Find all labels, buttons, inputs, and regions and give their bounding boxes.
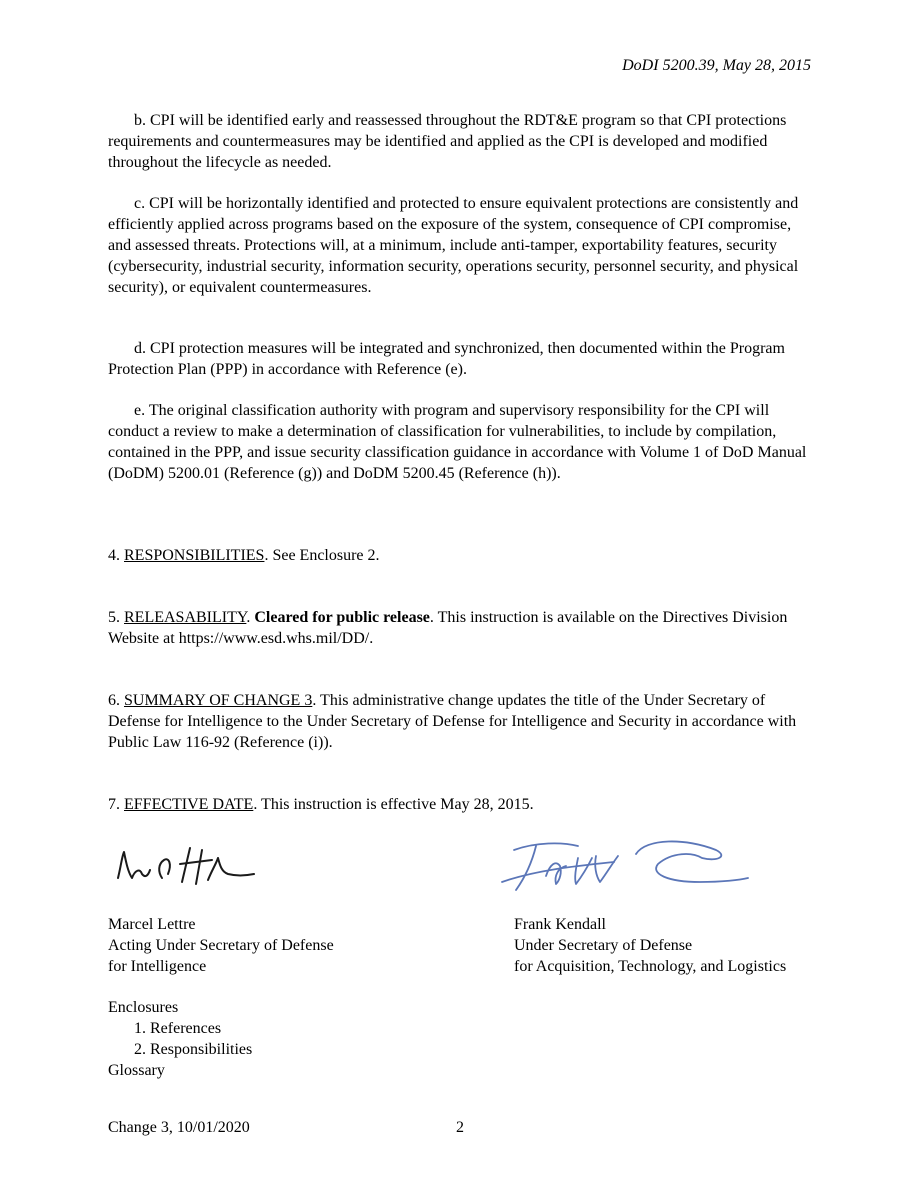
signer-name: Marcel Lettre xyxy=(108,916,196,933)
section-title: RELEASABILITY xyxy=(124,609,247,626)
signature-lettre xyxy=(112,840,262,892)
paragraph-b: b. CPI will be identified early and reassessed throughout the RDT&E program so that CPI protections requirements and countermeasures may be identified and applied as the CPI is developed and modified throughout the lifecycle as needed. xyxy=(108,112,787,171)
section-body: . This instruction is available on the Directives Division Website at https://www.esd.whs.mil/DD/. xyxy=(108,609,788,647)
section-summary-of-change xyxy=(108,690,818,753)
signer-title: Under Secretary of Defense xyxy=(514,937,693,954)
public-release-statement: Cleared for public release xyxy=(254,609,430,626)
paragraph-d: d. CPI protection measures will be integrated and synchronized, then documented within the Program Protection Plan (PPP) in accordance with Reference (e). xyxy=(108,340,785,378)
signer-title: Acting Under Secretary of Defense xyxy=(108,937,334,954)
section-title: EFFECTIVE DATE xyxy=(124,796,254,813)
section-title: RESPONSIBILITIES xyxy=(124,547,265,564)
paragraph-e: e. The original classification authority with program and supervisory responsibility for the CPI will conduct a review to make a determination of classification for vulnerabilities, to include by compilation, contained in the PPP, and issue security classification guidance in accordance with Volume 1 of DoD Manual (DoDM) 5200.01 (Reference (g)) and DoDM 5200.45 (Reference (h)). xyxy=(108,402,807,482)
section-body: . See Enclosure 2. xyxy=(264,547,380,564)
glossary-label: Glossary xyxy=(108,1062,165,1079)
enclosures-heading: Enclosures xyxy=(108,999,179,1016)
section-number: 5. xyxy=(108,609,124,626)
signature-block-kendall xyxy=(514,914,786,977)
signer-title-continued: for Acquisition, Technology, and Logistics xyxy=(514,958,787,975)
signer-title-continued: for Intelligence xyxy=(108,958,207,975)
section-number: 7. xyxy=(108,796,124,813)
section-body: . This instruction is effective May 28, 2015. xyxy=(253,796,534,813)
enclosure-item: 2. Responsibilities xyxy=(134,1041,253,1058)
paragraph-c: c. CPI will be horizontally identified and protected to ensure equivalent protections are consistently and efficiently applied across programs based on the exposure of the system, consequence of CPI compromise, and assessed threats. Protections will, at a minimum, include anti-tamper, exportability features, security (cybersecurity, industrial security, information security, operations security, personnel security, and physical security), or equivalent countermeasures. xyxy=(108,195,799,296)
enclosures-list xyxy=(108,997,252,1081)
section-title: SUMMARY OF CHANGE 3 xyxy=(124,692,313,709)
enclosure-item: 1. References xyxy=(134,1020,222,1037)
page-number: 2 xyxy=(456,1119,464,1136)
section-responsibilities xyxy=(108,545,818,566)
signature-kendall xyxy=(496,832,756,902)
section-number: 4. xyxy=(108,547,124,564)
footer-change-info: Change 3, 10/01/2020 xyxy=(108,1119,250,1136)
section-releasability xyxy=(108,607,818,649)
section-separator: . xyxy=(246,609,255,626)
signer-name: Frank Kendall xyxy=(514,916,606,933)
section-number: 6. xyxy=(108,692,124,709)
page-header: DoDI 5200.39, May 28, 2015 xyxy=(622,57,811,74)
section-body: . This administrative change updates the title of the Under Secretary of Defense for Intelligence to the Under Secretary of Defense for Intelligence and Security in accordance with Public Law 116-92 (Reference (i)). xyxy=(108,692,797,751)
section-effective-date xyxy=(108,794,818,815)
signature-block-lettre xyxy=(108,914,334,977)
